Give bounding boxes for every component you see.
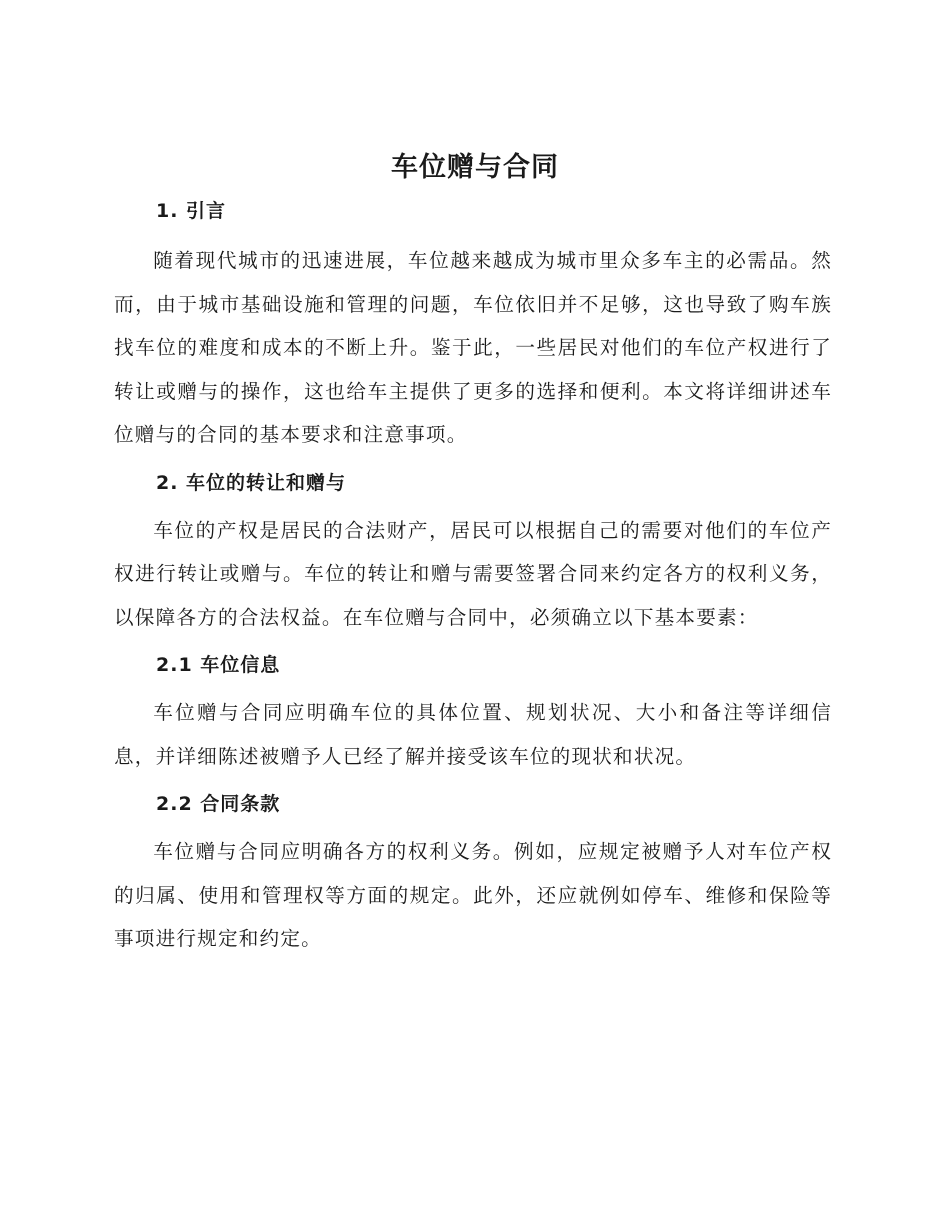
section-heading-transfer-and-gift: 2. 车位的转让和赠与	[156, 471, 347, 494]
section-paragraph-contract-terms: 车位赠与合同应明确各方的权利义务。例如，应规定被赠予人对车位产权的归属、使用和管理权等方面的规定。此外，还应就例如停车、维修和保险等事项进行规定和约定。	[114, 840, 832, 950]
section-paragraph-introduction: 随着现代城市的迅速进展，车位越来越成为城市里众多车主的必需品。然而，由于城市基础设施和管理的问题，车位依旧并不足够，这也导致了购车族找车位的难度和成本的不断上升。鉴于此，一些居民对他们的车位产权进行了转让或赠与的操作，这也给车主提供了更多的选择和便利。本文将详细讲述车位赠与的合同的基本要求和注意事项。	[114, 249, 832, 446]
section-heading-introduction: 1. 引言	[156, 200, 227, 222]
document-title: 车位赠与合同	[391, 152, 559, 183]
section-paragraph-transfer-and-gift: 车位的产权是居民的合法财产，居民可以根据自己的需要对他们的车位产权进行转让或赠与。车位的转让和赠与需要签署合同来约定各方的权利义务，以保障各方的合法权益。在车位赠与合同中，必须确立以下基本要素：	[114, 518, 832, 629]
section-heading-parking-info: 2.1 车位信息	[156, 654, 281, 676]
section-heading-contract-terms: 2.2 合同条款	[156, 793, 281, 815]
document-body	[114, 196, 832, 961]
section-paragraph-parking-info: 车位赠与合同应明确车位的具体位置、规划状况、大小和备注等详细信息，并详细陈述被赠予人已经了解并接受该车位的现状和状况。	[114, 701, 832, 768]
